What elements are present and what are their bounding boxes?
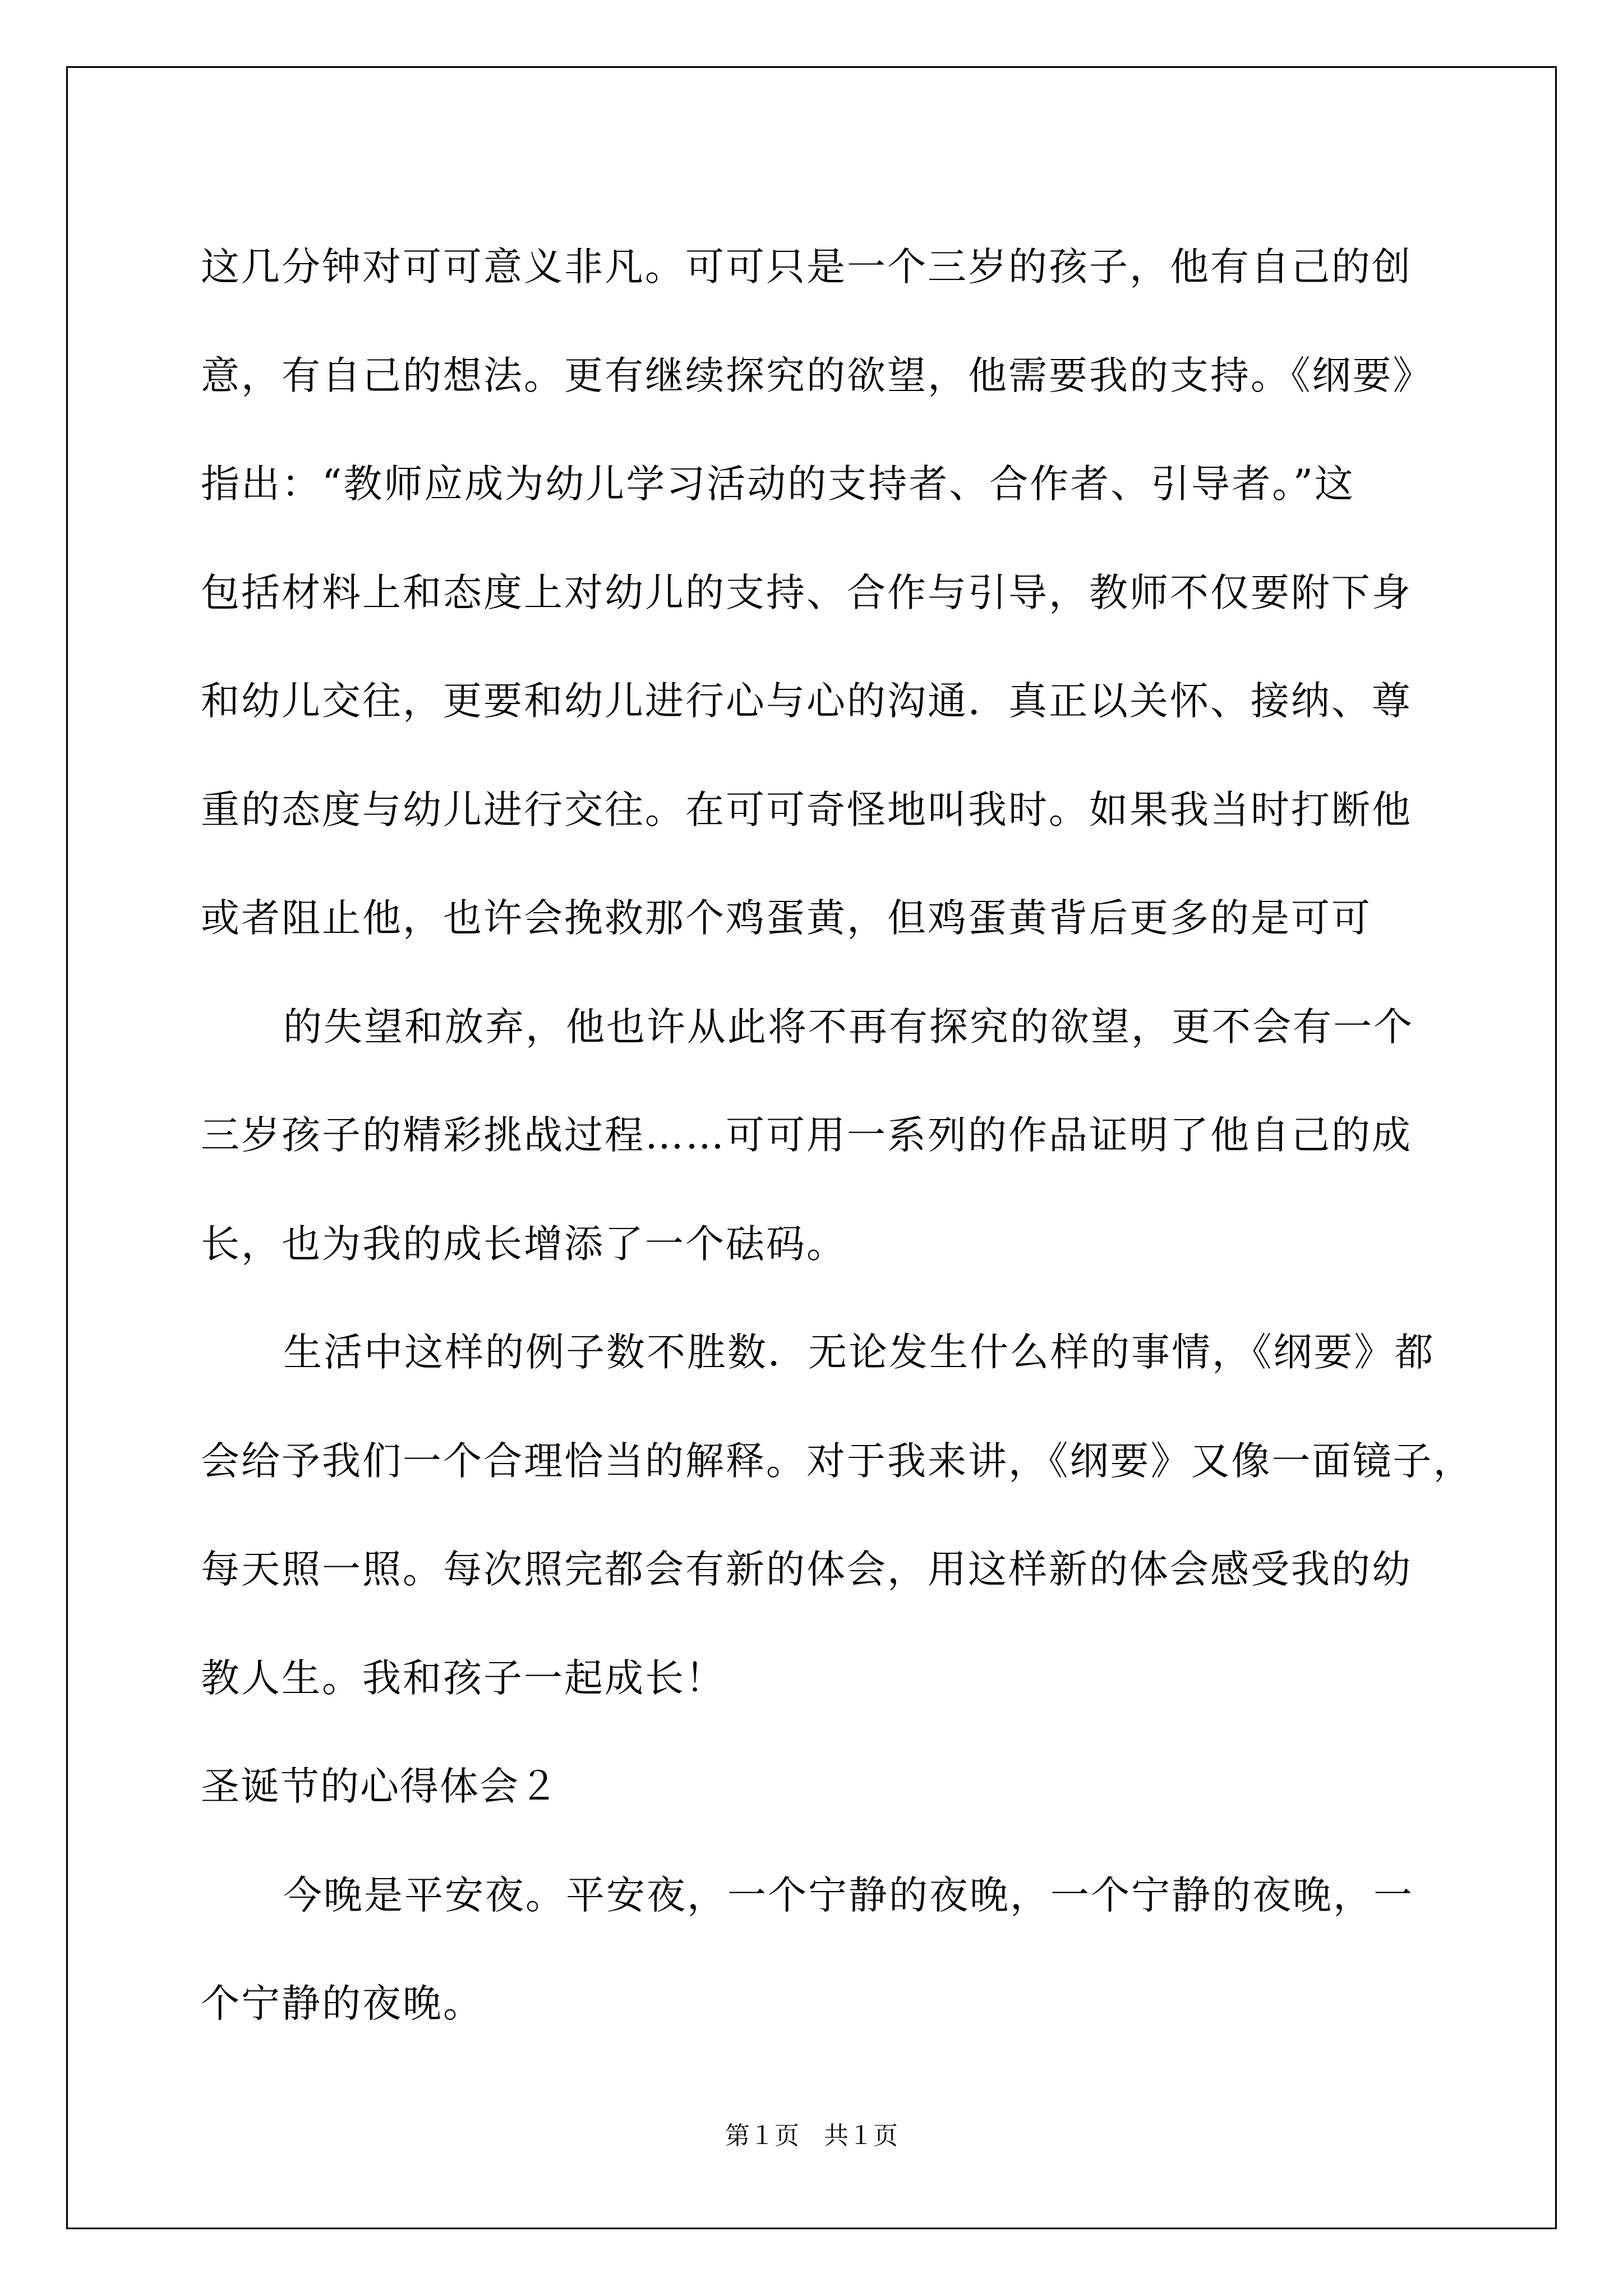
paragraph-line: 长，也为我的成长增添了一个砝码。	[201, 1221, 847, 1267]
paragraph-line: 会给予我们一个合理恰当的解释。对于我来讲，《纲要》又像一面镜子，	[201, 1438, 1474, 1484]
paragraph-line: 和幼儿交往，更要和幼儿进行心与心的沟通．真正以关怀、接纳、尊	[201, 679, 1412, 724]
paragraph-line: 每天照一照。每次照完都会有新的体会，用这样新的体会感受我的幼	[201, 1547, 1412, 1592]
paragraph-line: 三岁孩子的精彩挑战过程……可可用一系列的作品证明了他自己的成	[201, 1113, 1412, 1158]
paragraph-line: 指出：“教师应成为幼儿学习活动的支持者、合作者、引导者。”这	[201, 462, 1355, 507]
paragraph-line: 教人生。我和孩子一起成长！	[201, 1655, 726, 1701]
paragraph-line: 今晚是平安夜。平安夜，一个宁静的夜晚，一个宁静的夜晚，一	[283, 1872, 1414, 1918]
page-footer	[0, 2119, 1623, 2153]
paragraph-line: 包括材料上和态度上对幼儿的支持、合作与引导，教师不仅要附下身	[201, 570, 1412, 615]
paragraph-line: 或者阻止他，也许会挽救那个鸡蛋黄，但鸡蛋黄背后更多的是可可	[201, 896, 1372, 941]
paragraph-line: 意，有自己的想法。更有继续探究的欲望，他需要我的支持。《纲要》	[201, 353, 1433, 398]
section-heading: 圣诞节的心得体会２	[201, 1764, 559, 1809]
page-number-total: 共１页	[824, 2122, 898, 2150]
paragraph-line: 的失望和放弃，他也许从此将不再有探究的欲望，更不会有一个	[283, 1004, 1414, 1050]
page-number-current: 第１页	[725, 2122, 799, 2150]
paragraph-line: 这几分钟对可可意义非凡。可可只是一个三岁的孩子，他有自己的创	[201, 245, 1412, 289]
document-body	[201, 213, 1474, 2059]
paragraph-line: 个宁静的夜晚。	[201, 1981, 483, 2026]
paragraph-line: 重的态度与幼儿进行交往。在可可奇怪地叫我时。如果我当时打断他	[201, 787, 1412, 832]
paragraph-line: 生活中这样的例子数不胜数．无论发生什么样的事情，《纲要》都	[283, 1330, 1435, 1375]
